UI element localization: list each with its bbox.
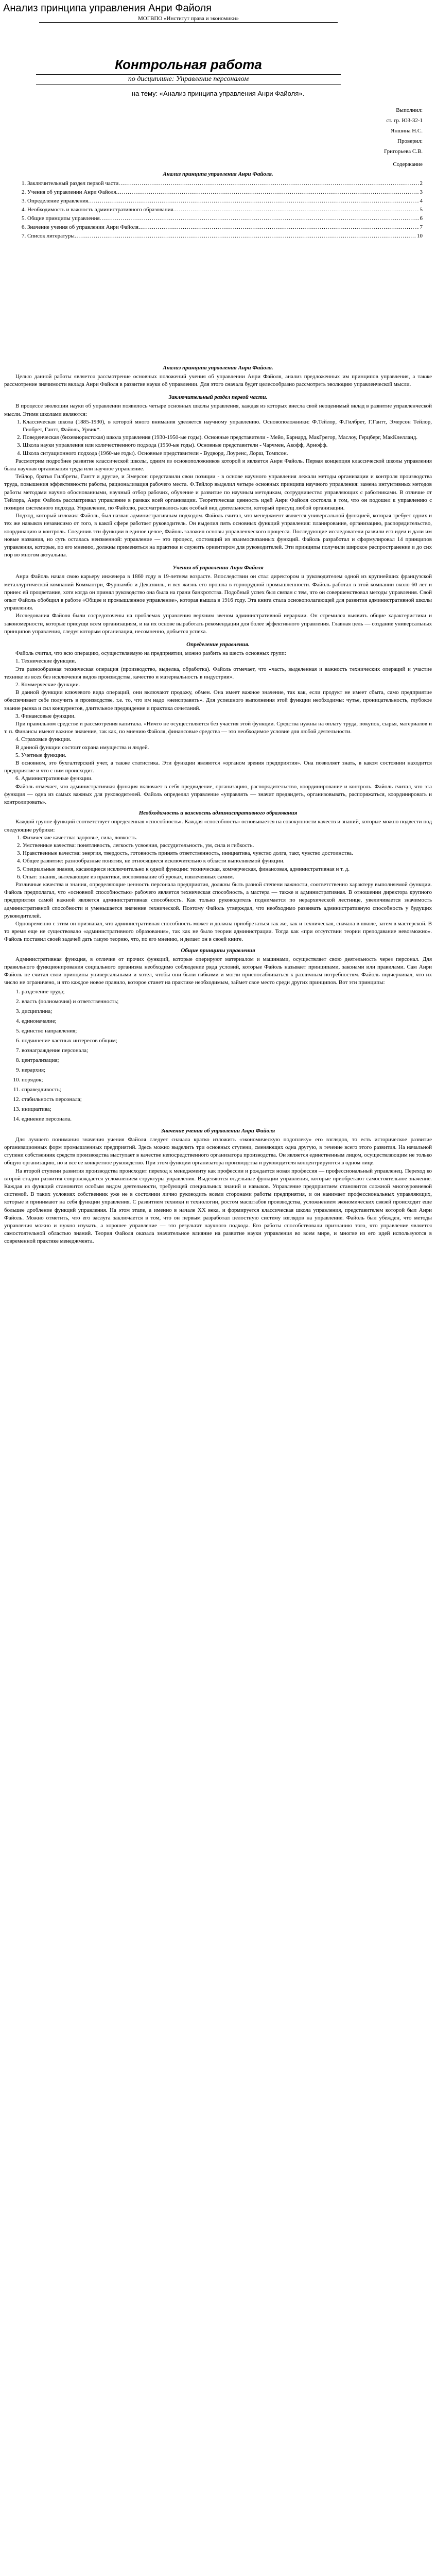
main-title: Анализ принципа управления Анри Файоля. [163, 365, 273, 371]
function-label: 3. Финансовые функции. [15, 713, 76, 719]
list-item: 6. подчинение частных интересов общим; [22, 1036, 432, 1046]
paragraph: Административная функция, в отличие от прочих функций, которые оперируют материалом и машинами, осуществляет свою деятельность через персонал. Для правильного функционирования социального организма необходимо соблюдение ряда условий, которые Файоль называет принципами, законами или правилами. Сам Анри Файоль не считал свои принципы универсальными и хотел, чтобы они были гибкими и могли приспосабливаться к различным потребностям. Файоль подчеркивал, что их число не ограничено, и что каждое новое правило, которое станет на практике необходимым, займет свое место среди других принципов. Вот эти принципы: [4, 956, 432, 986]
list-item: 5. Специальные знания, касающиеся исключительно к одной функции: техническая, коммерческая, финансовая, административная и т. д. [23, 866, 432, 873]
subject-line: по дисциплине: Управление персоналом [36, 74, 341, 84]
list-item: 5. единство направления; [22, 1026, 432, 1036]
paragraph: Целью данной работы является рассмотрение основных положений учения об управлении Анри Файоля, анализ предложенных им принципов управления, а также рассмотрение значимости вклада Анри Файоля в развитие науки об управлении. Для этого сначала будет целесообразно рассмотреть эволюцию управленческой мысли. [4, 374, 432, 388]
title-rule [39, 22, 338, 23]
list-item: 4. Общее развитие: разнообразные понятия, не относящиеся исключительно к области выполняемой функции. [23, 857, 432, 865]
function-label: 2. Коммерческие функции. [15, 681, 80, 688]
list-item: 11. справедливость; [22, 1085, 432, 1095]
author-block [4, 105, 432, 157]
topic-line: на тему: «Анализ принципа управления Анри Файоля». [131, 90, 305, 97]
principles-list [4, 987, 432, 1124]
paragraph: Подход, который изложил Файоль, был назван административным подходом. Файоль считал, что менеджмент является универсальной функцией, которая требует одних и тех же навыков независимо от того, в какой сфере работает руководитель. Он выделил пять основных функций управления: планирование, организацию, распорядительство, координацию и контроль. Соединив эти функции в единое целое, Файоль заложил основы управленческого процесса. Последующие исследователи развили его идеи и дали им новые названия, но суть осталась неизменной: управление — это процесс, состоящий из взаимосвязанных функций. Файоль разработал и сформулировал 14 принципов управления, которые, по его мнению, должны применяться на практике и служить ориентиром для руководителей. Эти принципы получили широкое распространение и до сих пор во многом актуальны. [4, 513, 432, 558]
list-item: 2. Умственные качества: понятливость, легкость усвоения, рассудительность, ум, сила и гибкость. [23, 842, 432, 850]
list-item: 1. Классическая школа (1885-1930), в которой много внимания уделяется научному управлению. Основоположники: Ф.Тейлор, Ф.Гилбрет, Г.Гантт, Эмерсон Тейлор, Гилбрет, Гантт, Файоль, Урвик*. [23, 418, 432, 434]
paragraph: В процессе эволюции науки об управлении появилось четыре основных школы управления, каждая из которых внесла свой неоценимый вклад в развитие управленческой мысли. Этими школами являются: [4, 403, 432, 417]
work-type-title: Контрольная работа [115, 57, 262, 72]
toc-item[interactable]: 1. Заключительный раздел первой части ..... 2 [22, 179, 423, 188]
qualities-list [4, 834, 432, 881]
function-label: 4. Страховые функции. [15, 736, 72, 743]
author-line: Проверил: [397, 138, 423, 144]
paragraph: Исследования Файоля были сосредоточены на проблемах управления верхним звеном административной иерархии. Он стремился выявить общие характеристики и закономерности, которые присущи всем организациям, и на их основе выработать рекомендации для более эффективного управления. Главная цель — создание универсальных принципов управления, следуя которым организация, несомненно, добьется успеха. [4, 613, 432, 635]
toc-item[interactable]: 5. Общие принципы управления ..... 6 [22, 214, 423, 223]
page-heading: Анализ принципа управления Анри Файоля [3, 3, 212, 14]
list-item: 12. стабильность персонала; [22, 1095, 432, 1105]
paragraph: Для лучшего понимания значения учения Файоля следует сначала кратко изложить «экономическую подоплеку» его взглядов, то есть историческое развитие организационных форм промышленных предприятий. Здесь можно выделить три основных ступени, сменяющих одна другую, в течение всего этого развития. На начальной ступени собственник средств производства выступает в качестве непосредственного организатора производства. Он является единственным лицом, осуществляющим не только общую организацию, но и все ее конкретное руководство. При этом функции организатора производства и руководителя концентрируются в одном лице. [4, 1136, 432, 1166]
function-label: 5. Учетные функции. [15, 752, 66, 758]
paragraph: Файоль считал, что всю операцию, осуществляемую на предприятии, можно разбить на шесть основных групп: [15, 650, 286, 657]
paragraph: Анри Файоль начал свою карьеру инженера в 1860 году в 19-летнем возрасте. Впоследствии он стал директором и руководителем одной из крупнейших французской металлургической компаний Коммантри, Фуршамбо и Деказвиль, и вся жизнь его прошла в горнорудной промышленности. Файоль работал в этой компании около 60 лет и принес ей процветание, хотя когда он принял руководство она была на грани банкротства. Подобный успех был связан с тем, что он совершенствовал методы управления. Свой опыт Файоль обобщил в работе «Общее и промышленное управление», которая вышла в 1916 году. Эта книга стала основополагающей для развития административной школы управления. [4, 573, 432, 612]
list-item: 4. Школа ситуационного подхода (1960-ые годы). Основные представители - Вудворд, Лоуренс, Лорш, Томпсон. [23, 450, 432, 457]
title-page [36, 15, 341, 84]
section-title: Необходимость и важность административного образования [138, 810, 298, 817]
schools-list [4, 418, 432, 457]
paragraph: При правильном средстве и рассмотрения капитала. «Ничто не осуществляется без участия этой функции. Средства нужны на оплату труда, покупок, сырья, материалов и т. п. Финансы имеют важное значение, так как, по мнению Файоля, финансовые средства — это необходимое условие для любой деятельности. [4, 720, 432, 735]
list-item: 6. Опыт: знания, вытекающие из практики, воспоминание об уроках, извлеченных самим. [23, 873, 432, 881]
list-item: 2. Поведенческая (бихевиористская) школа управления (1930-1950-ые годы). Основные представители - Мейо, Барнард, МакГрегор, Маслоу, Герцберг, МакКлелланд. [23, 434, 432, 442]
toc-item[interactable]: 2. Учения об управлении Анри Файоля ..... 3 [22, 188, 423, 197]
function-label: 6. Административные функции. [15, 775, 93, 782]
list-item: 14. единение персонала. [22, 1114, 432, 1124]
toc-item[interactable]: 4. Необходимость и важность административного образования ..... 5 [22, 206, 423, 214]
toc-item[interactable]: 7. Список литературы ..... 10 [22, 232, 423, 241]
section-title: Определение управления. [186, 641, 250, 648]
paragraph: Эта разнообразная техническая операция (производство, выделка, обработка). Файоль отмечает, что «часть, выделенная и важность технических операций и участие технике из всех без исключения видов производства, качество и материальность в индустрии». [4, 666, 432, 680]
list-item: 3. Школа науки управления или количественного подхода (1950-ые годы). Основные представители - Чарчмен, Акофф, Арнофф. [23, 442, 432, 449]
paragraph: В основном, это бухгалтерский учет, а также статистика. Эти функции являются «органом зрения предприятия». Она позволяет знать, в каком состоянии находится предприятие и что с ним происходит. [4, 759, 432, 774]
author-line: Яншина Н.С. [391, 128, 423, 134]
list-item: 8. централизация; [22, 1056, 432, 1065]
toc-item[interactable]: 6. Значение учения об управлении Анри Файоля ..... 7 [22, 223, 423, 232]
paragraph: Различные качества и знания, определяющие ценность персонала предприятия, должны быть разной степени важности, соответственно характеру выполняемой функции. Файоль предполагал, что «основной способностью» рабочего является техническая способность, а мастера — также и административная. В отношении директора крупного предприятия самой важной является административная способность. Как только руководитель поднимается по иерархической лестнице, увеличивается значимость административной способности и уменьшается значение технической. Поэтому Файоль утверждал, что необходимо развивать административную способность у будущих руководителей. [4, 881, 432, 919]
list-item: 10. порядок; [22, 1075, 432, 1085]
list-item: 9. иерархия; [22, 1065, 432, 1075]
toc-heading: Содержание [393, 161, 423, 167]
author-line: ст. гр. ЮЗ-32-1 [386, 117, 423, 124]
paragraph: На второй ступени развития производства происходит переход к менеджменту как профессии и рождается новая профессия — профессиональный управленец. Переход ко второй стадии развития сопровождается усложнением структуры управления. Выделяются отдельные функции управления, которые приобретают самостоятельное значение. Каждая из функций становится особым видом деятельности, требующей специальных знаний и навыков. Управление предприятием становится сложной многоуровневой системой. В таких условиях собственник уже не в состоянии лично руководить всеми сторонами работы предприятия, и он нанимает профессиональных управляющих, которые и принимают на себя функции управления. С развитием техники и технологии, ростом масштабов производства, усложнением экономических связей происходит еще большее дробление функций управления. На этом этапе, а именно в начале XX века, и формируется классическая школа управления, представителем которой был Анри Файоль. Можно отметить, что его заслуга заключается в том, что он первым разработал целостную систему взглядов на управление. Файоль был убежден, что методы управления можно и нужно изучать, а хорошее управление — это результат научного подхода. Его работы способствовали признанию того, что управление является самостоятельной областью знаний. Теория Файоля оказала значительное влияние на развитие науки управления во всем мире, и многие из его идей используются в современной практике менеджмента. [4, 1167, 432, 1245]
list-item: 3. дисциплина; [22, 1007, 432, 1016]
section-title: Значение учения об управлении Анри Файоля [161, 1127, 275, 1134]
paragraph: В данной функции ключевого вида операций, они включают продажу, обмен. Она имеет важное значение, так как, если продукт не имеет сбыта, само предприятие обеспечивает себе получить в производстве, т.е. то, что им надо «неисправить». Для успешного выполнения этой функции необходимы: чутье, проницательность, глубокое знание рынка и сил конкурентов, длительное предвидение и практика сочетаний. [4, 689, 432, 711]
paragraph: Файоль отмечает, что административная функция включает в себя предвидение, организацию, распорядительство, координирование и контроль. Файоль считал, что эта функция — одна из самых важных для руководителей. Файоль определял управление «управлять — значит предвидеть, организовывать, распоряжаться, координировать и контролировать». [4, 783, 432, 805]
paragraph: Тейлор, братья Гилбреты, Гантт и другие, и Эмерсон представили свои позиции - в основе научного управления лежали методы организации и контроля производства труда, повышения эффективности работы, рационализация рабочего места. Ф.Тейлор выделил четыре основных принципа научного управления: замена интуитивных методов работы методами научно обоснованными, научный отбор рабочих, обучение и развитие по научным методикам, сотрудничество управляющих с работниками. В отличие от Тейлора, Анри Файоль рассматривал управление в рамках всей организации. Теоретическая ценность идей Анри Файоля состояла в том, что он подошел к управлению с позиции системного подхода. Управление, по Файолю, рассматривалось как особый вид деятельности, который присущ любой организации. [4, 473, 432, 512]
section-title: Учения об управлении Анри Файоля [172, 565, 264, 571]
author-line: Выполнил: [396, 107, 423, 113]
list-item: 2. власть (полномочия) и ответственность; [22, 997, 432, 1007]
list-item: 1. Физические качества: здоровье, сила, ловкость. [23, 834, 432, 842]
document-body [0, 15, 436, 1250]
toc-item[interactable]: 3. Определение управления ..... 4 [22, 197, 423, 206]
list-item: 4. единоначалие; [22, 1016, 432, 1026]
author-line: Григорьева С.В. [383, 148, 423, 155]
table-of-contents [4, 179, 432, 241]
function-label: 1. Технические функции. [15, 658, 76, 665]
paragraph: В данной функции состоит охрана имущества и людей. [15, 744, 149, 751]
paragraph: Одновременно с этим он признавал, что административная способность может и должна приобретаться так же, как и техническая, сначала в школе, затем в мастерской. В то время еще не существовало «административного образования», так как не было теории администрации. Тогда как «при отсутствии теории преподавание невозможно». Файоль поставил своей задачей дать такую теорию, что, по его мнению, и делает он в своей книге. [4, 921, 432, 943]
organization-name: МОГВПО «Институт права и экономики» [137, 15, 239, 22]
list-item: 13. инициатива; [22, 1105, 432, 1114]
list-item: 1. разделение труда; [22, 987, 432, 997]
paragraph: Рассмотрим подробнее развитие классической школы, одним из основоположников которой и является Анри Файоль. Первая концепция классической школы управления была научная организация труда или научное управление. [4, 457, 432, 472]
paragraph: Каждой группе функций соответствует определенная «способность». Каждая «способность» основывается на совокупности качеств и знаний, которые можно подвести под следующие рубрики: [4, 819, 432, 833]
list-item: 7. вознаграждение персонала; [22, 1046, 432, 1056]
section-title: Заключительный раздел первой части. [168, 394, 268, 401]
toc-title: Анализ принципа управления Анри Файоля. [163, 171, 273, 177]
section-title: Общие принципы управления [181, 947, 255, 954]
list-item: 3. Нравственные качества: энергия, твердость, готовность принять ответственность, инициатива, чувство долга, такт, чувство достоинства. [23, 850, 432, 857]
